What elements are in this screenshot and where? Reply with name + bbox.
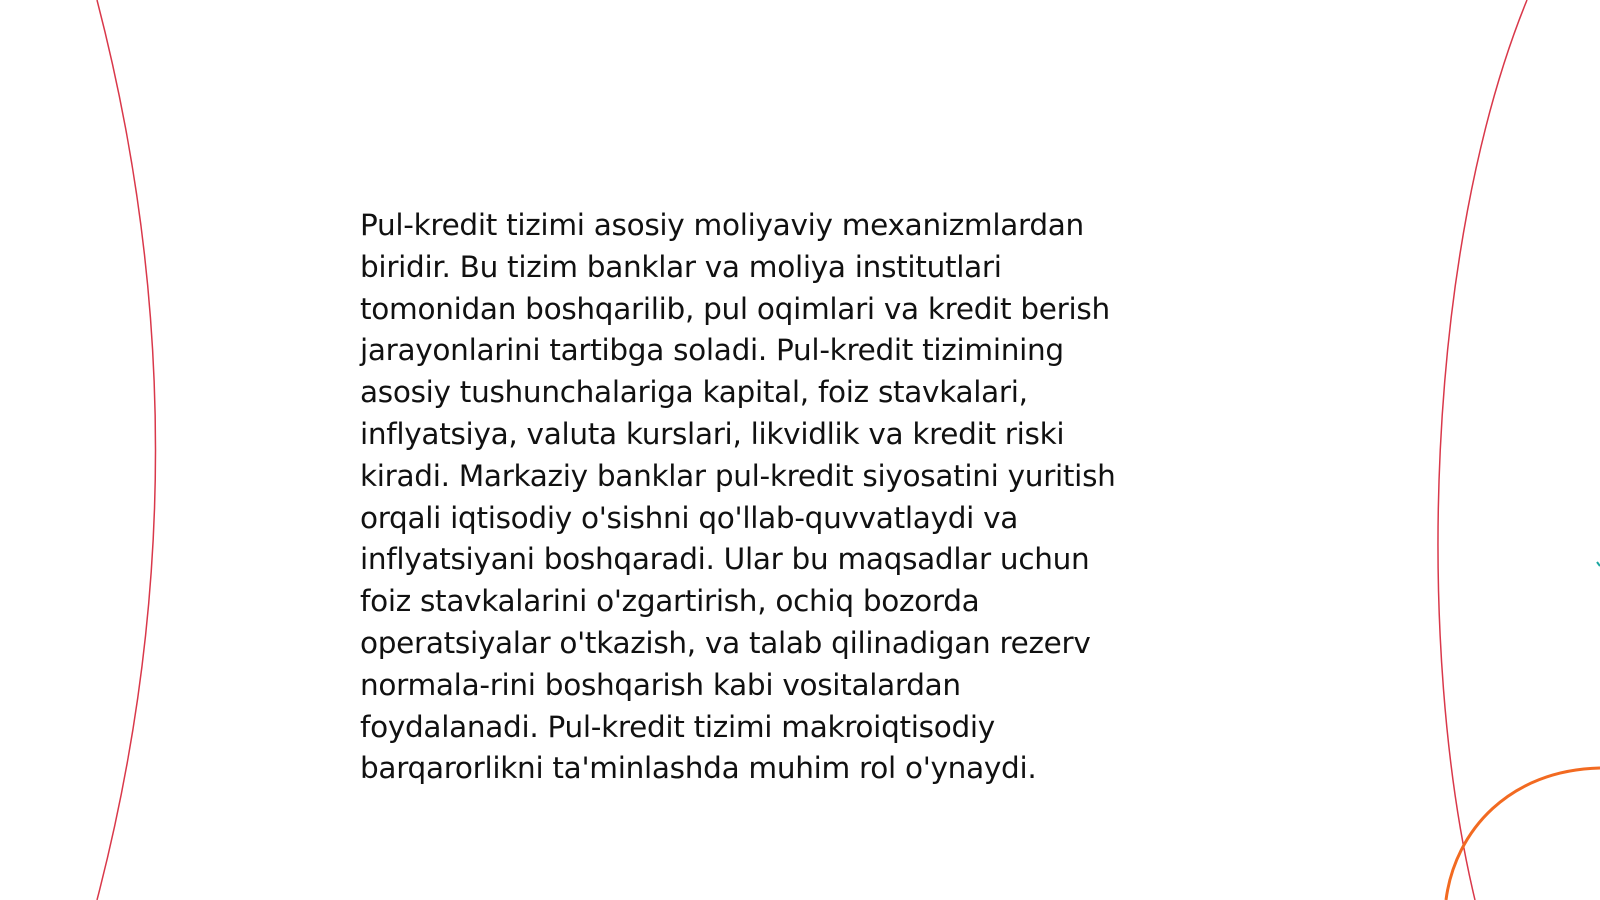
paragraph-line: biridir. Bu tizim banklar va moliya institutlari bbox=[360, 249, 1002, 284]
main-paragraph bbox=[360, 205, 1220, 790]
right-curve-line bbox=[1438, 0, 1527, 900]
paragraph-line: orqali iqtisodiy o'sishni qo'llab-quvvatlaydi va bbox=[360, 500, 1019, 535]
paragraph-line: barqarorlikni ta'minlashda muhim rol o'ynaydi. bbox=[360, 751, 1037, 786]
paragraph-line: asosiy tushunchalariga kapital, foiz stavkalari, bbox=[360, 375, 1028, 410]
paragraph-line: foydalanadi. Pul-kredit tizimi makroiqtisodiy bbox=[360, 709, 995, 744]
paragraph-line: foiz stavkalarini o'zgartirish, ochiq bozorda bbox=[360, 584, 980, 619]
paragraph-line: tomonidan boshqarilib, pul oqimlari va kredit berish bbox=[360, 291, 1110, 326]
paragraph-line: kiradi. Markaziy banklar pul-kredit siyosatini yuritish bbox=[360, 458, 1116, 493]
paragraph-line: normala-rini boshqarish kabi vositalardan bbox=[360, 667, 961, 702]
paragraph-line: jarayonlarini tartibga soladi. Pul-kredit tizimining bbox=[360, 333, 1064, 368]
left-curve-line bbox=[97, 0, 156, 900]
paragraph-line: inflyatsiya, valuta kurslari, likvidlik va kredit riski bbox=[360, 416, 1065, 451]
paragraph-line: operatsiyalar o'tkazish, va talab qilinadigan rezerv bbox=[360, 625, 1091, 660]
paragraph-line: inflyatsiyani boshqaradi. Ular bu maqsadlar uchun bbox=[360, 542, 1090, 577]
paragraph-line: Pul-kredit tizimi asosiy moliyaviy mexanizmlardan bbox=[360, 208, 1084, 242]
bottom-right-orange-arc bbox=[1446, 768, 1600, 900]
